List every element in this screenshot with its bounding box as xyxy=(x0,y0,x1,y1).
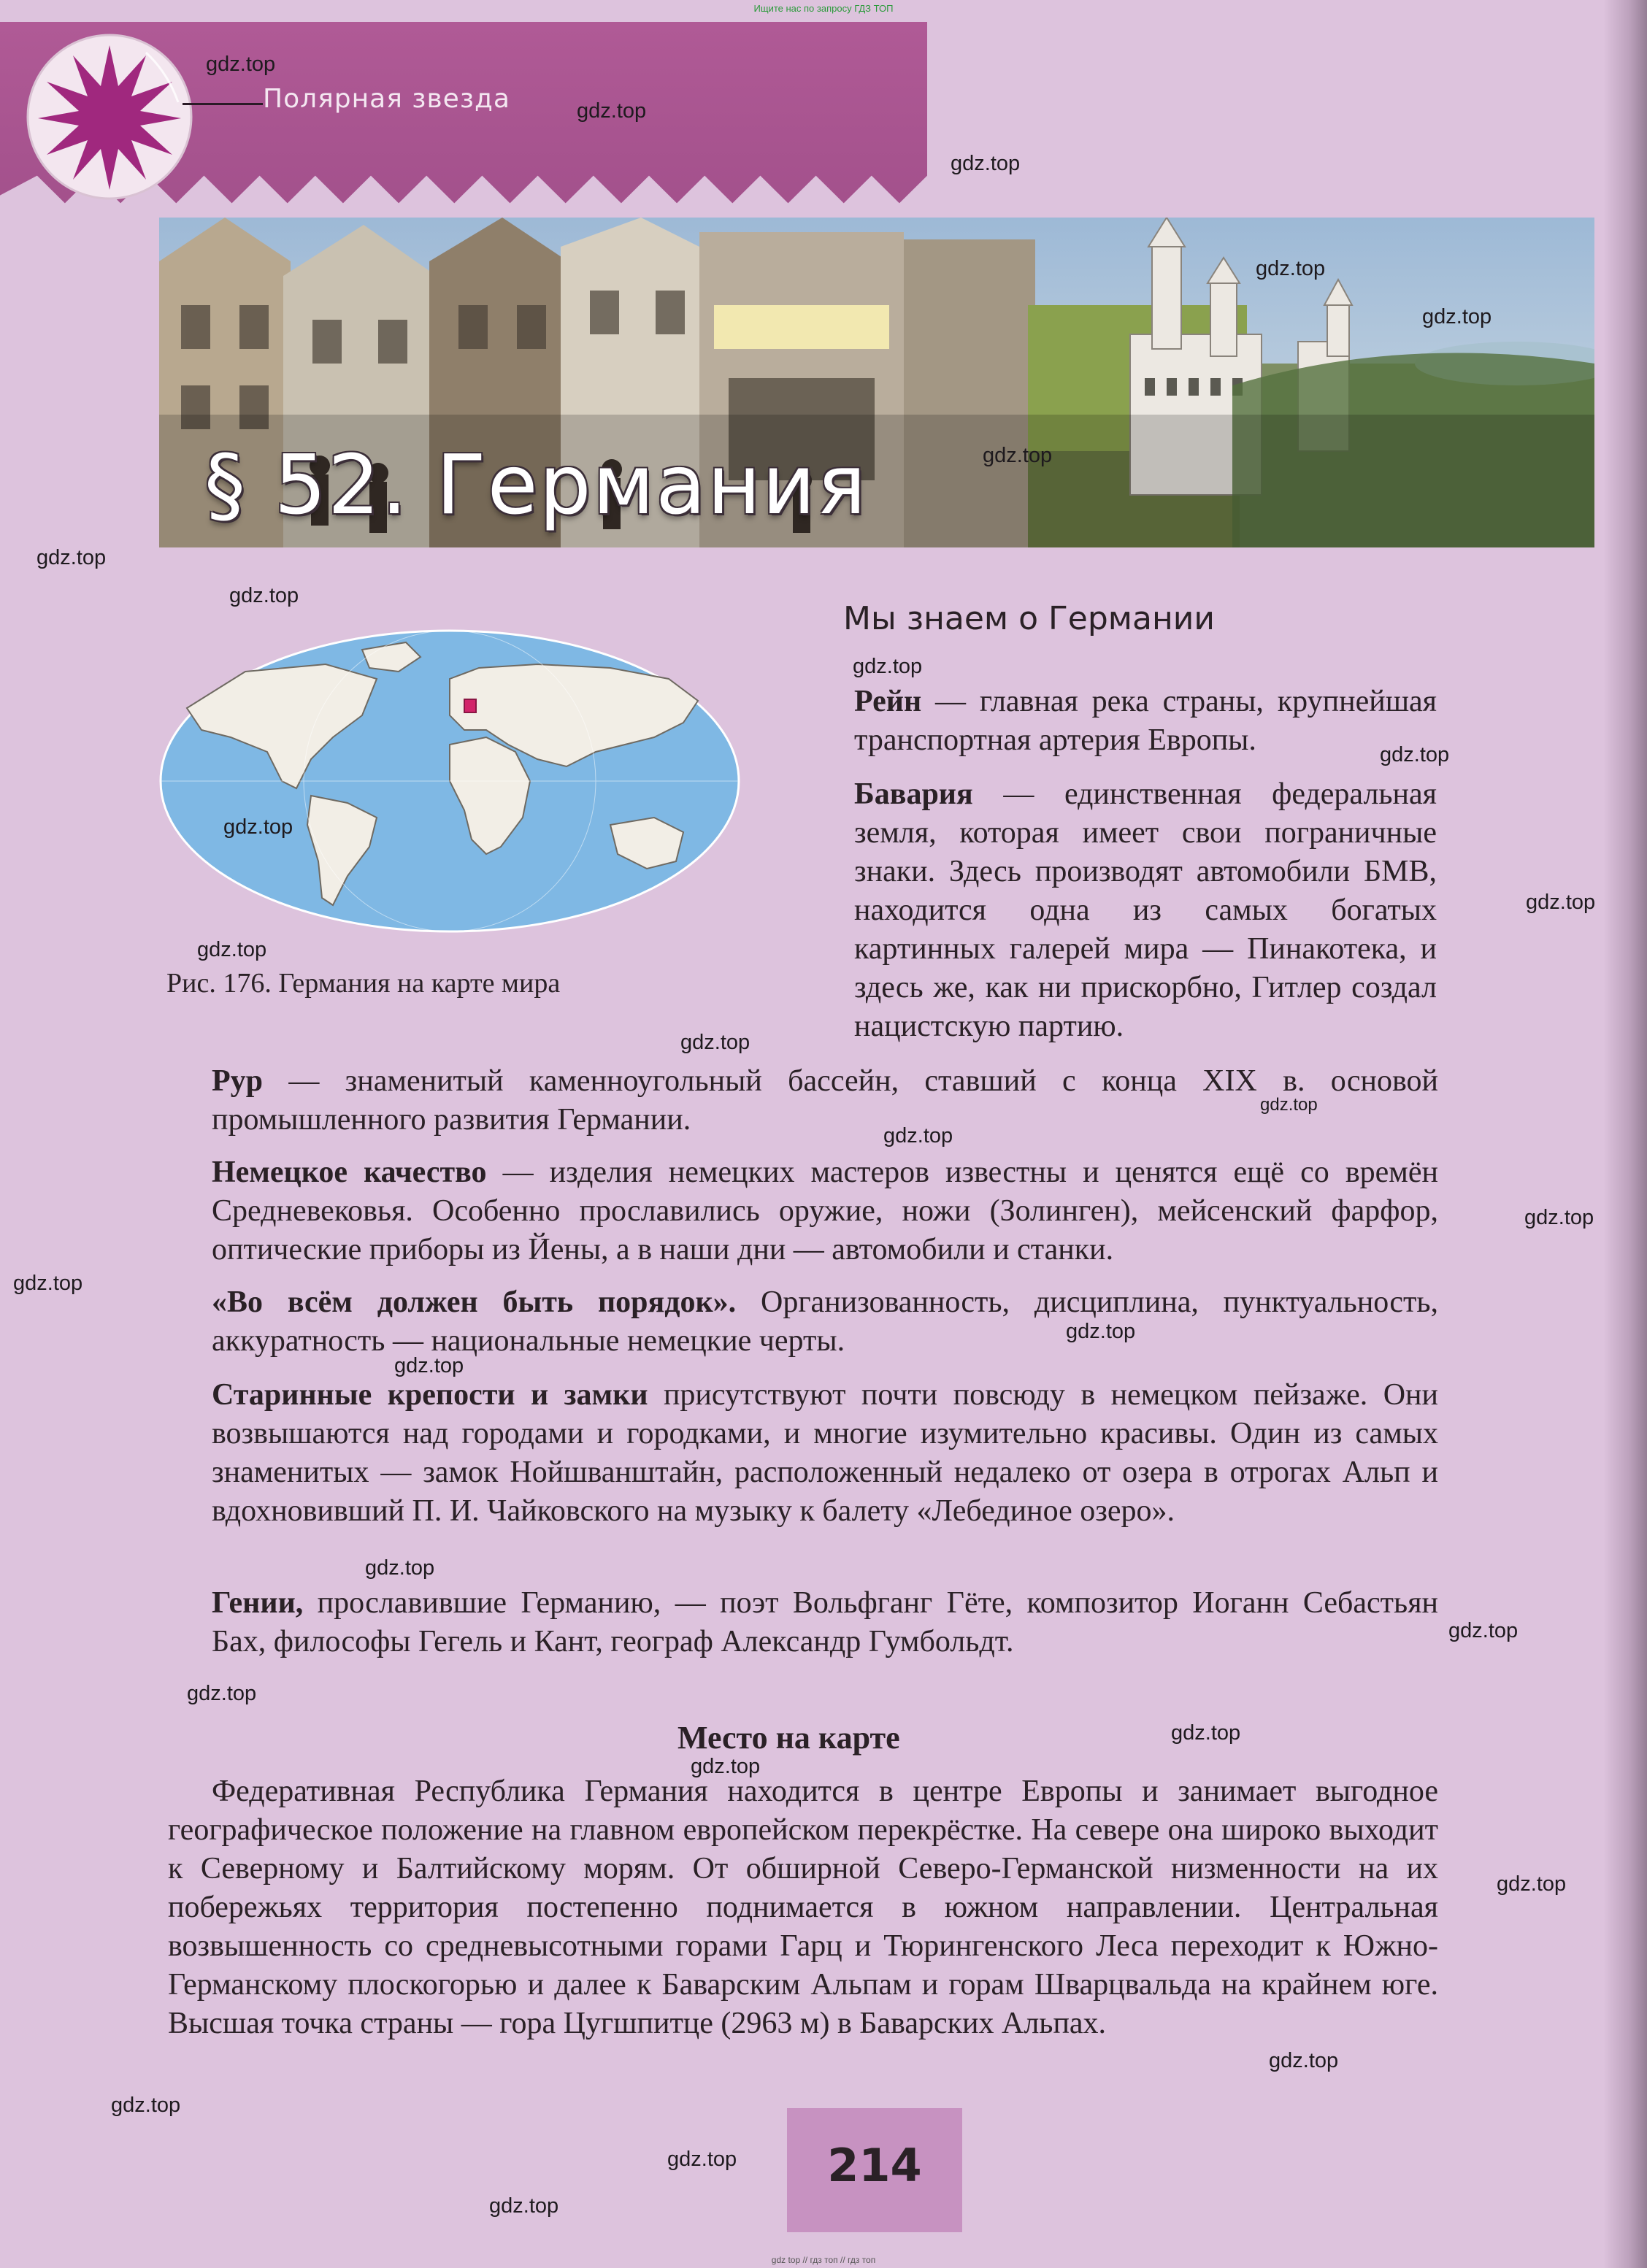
term-quality: Немецкое качество xyxy=(212,1156,487,1189)
watermark: gdz.top xyxy=(206,53,276,76)
watermark: gdz.top xyxy=(1269,2049,1339,2072)
watermark: gdz.top xyxy=(489,2194,559,2218)
text-order: Организованность, дисциплина, пунктуальность, аккуратность — национальные немецкие черты. xyxy=(212,1285,1438,1358)
watermark: gdz.top xyxy=(577,99,647,123)
watermark: gdz.top xyxy=(1422,305,1492,328)
watermark: gdz.top xyxy=(13,1272,83,1295)
page-number: 214 xyxy=(827,2139,922,2192)
term-castles: Старинные крепости и замки xyxy=(212,1378,648,1412)
watermark: gdz.top xyxy=(1497,1872,1567,1896)
star-icon xyxy=(22,29,197,204)
term-bavaria: Бавария xyxy=(854,777,973,811)
watermark: gdz.top xyxy=(853,655,923,678)
watermark: gdz.top xyxy=(365,1556,435,1580)
watermark: gdz.top xyxy=(1380,743,1450,766)
term-ruhr: Рур xyxy=(212,1064,264,1098)
paragraph-rhein xyxy=(854,683,1437,760)
page-title: § 52. Германия xyxy=(204,438,868,533)
term-geniuses: Гении, xyxy=(212,1586,304,1620)
page-edge-shadow xyxy=(1603,0,1647,2268)
watermark: gdz.top xyxy=(951,152,1021,175)
watermark: gdz.top xyxy=(394,1354,464,1377)
watermark: gdz.top xyxy=(1260,1095,1318,1115)
watermark: gdz.top xyxy=(1448,1619,1519,1642)
watermark: gdz.top xyxy=(1066,1320,1136,1343)
text-quality: — изделия немецких мастеров известны и ценятся ещё со времён Средневековья. Особенно прославились оружие, ножи (Золинген), мейсенский фарфор, оптические приборы из Йены, а в наши дни — автомобили и станки. xyxy=(212,1156,1439,1266)
text-ruhr: — знаменитый каменноугольный бассейн, ставший с конца XIX в. основой промышленного развития Германии. xyxy=(212,1064,1438,1137)
watermark: gdz.top xyxy=(1524,1206,1594,1229)
text-rhein: — главная река страны, крупнейшая транспортная артерия Европы. xyxy=(854,685,1437,757)
section-heading-place: Место на карте xyxy=(677,1720,900,1756)
paragraph-quality xyxy=(212,1153,1438,1269)
text-castles: присутствуют почти повсюду в немецком пейзаже. Они возвышаются над городами и городками, и многие изумительно красивы. Один из самых знаменитых — замок Нойшванштайн, расположенный недалеко от озера в отрогах Альп и вдохновивший П. И. Чайковского на музыку к балету «Лебединое озеро». xyxy=(212,1378,1439,1528)
paragraph-order xyxy=(212,1283,1438,1361)
paragraph-ruhr xyxy=(212,1062,1438,1139)
world-map xyxy=(158,628,742,934)
paragraph-place: Федеративная Республика Германия находится в центре Европы и занимает выгодное географическое положение на главном европейском перекрёстке. На севере она широко выходит к Северному и Балтийскому морям. От обширной Северо-Германской низменности на их побережьях территория постепенно поднимается в южном направлении. Центральная возвышенность со средневысотными горами Гарц и Тюрингенского Леса переходит к Южно-Германскому плоскогорью и далее к Баварским Альпам и горам Шварцвальда на крайнем юге. Высшая точка страны — гора Цугшпитце (2963 м) в Баварских Альпах. xyxy=(168,1775,1438,2040)
watermark: gdz.top xyxy=(229,584,299,607)
watermark: gdz.top xyxy=(37,546,107,569)
text-geniuses: прославившие Германию, — поэт Вольфганг Гёте, композитор Иоганн Себастьян Бах, философы Гегель и Кант, географ Александр Гумбольдт. xyxy=(212,1586,1438,1658)
text-bavaria: — единственная федеральная земля, которая имеет свои пограничные знаки. Здесь производят автомобили БМВ, находится одна из самых богатых картинных галерей мира — Пинакотека, и здесь же, как ни прискорбно, Гитлер создал нацистскую партию. xyxy=(854,777,1437,1043)
figure-caption: Рис. 176. Германия на карте мира xyxy=(166,968,561,999)
watermark: gdz.top xyxy=(1256,257,1326,280)
bottom-note: gdz top // гдз топ // гдз топ xyxy=(771,2255,876,2265)
germany-marker xyxy=(464,699,476,712)
watermark: gdz.top xyxy=(680,1031,750,1054)
series-label: Полярная звезда xyxy=(263,84,510,114)
watermark: gdz.top xyxy=(883,1124,953,1148)
watermark: gdz.top xyxy=(1171,1721,1241,1745)
watermark: gdz.top xyxy=(691,1755,761,1778)
watermark: gdz.top xyxy=(1526,891,1596,914)
top-note: Ищите нас по запросу ГДЗ ТОП xyxy=(753,3,894,14)
term-rhein: Рейн xyxy=(854,685,922,718)
watermark: gdz.top xyxy=(667,2148,737,2171)
watermark: gdz.top xyxy=(223,815,293,839)
watermark: gdz.top xyxy=(111,2094,181,2117)
term-order: «Во всём должен быть порядок». xyxy=(212,1285,737,1319)
watermark: gdz.top xyxy=(983,444,1053,467)
paragraph-bavaria xyxy=(854,775,1437,1046)
section-heading-known: Мы знаем о Германии xyxy=(843,600,1215,637)
watermark: gdz.top xyxy=(187,1682,257,1705)
paragraph-castles xyxy=(212,1376,1438,1531)
paragraph-geniuses xyxy=(212,1584,1438,1661)
watermark: gdz.top xyxy=(197,938,267,961)
header-divider xyxy=(183,103,263,105)
